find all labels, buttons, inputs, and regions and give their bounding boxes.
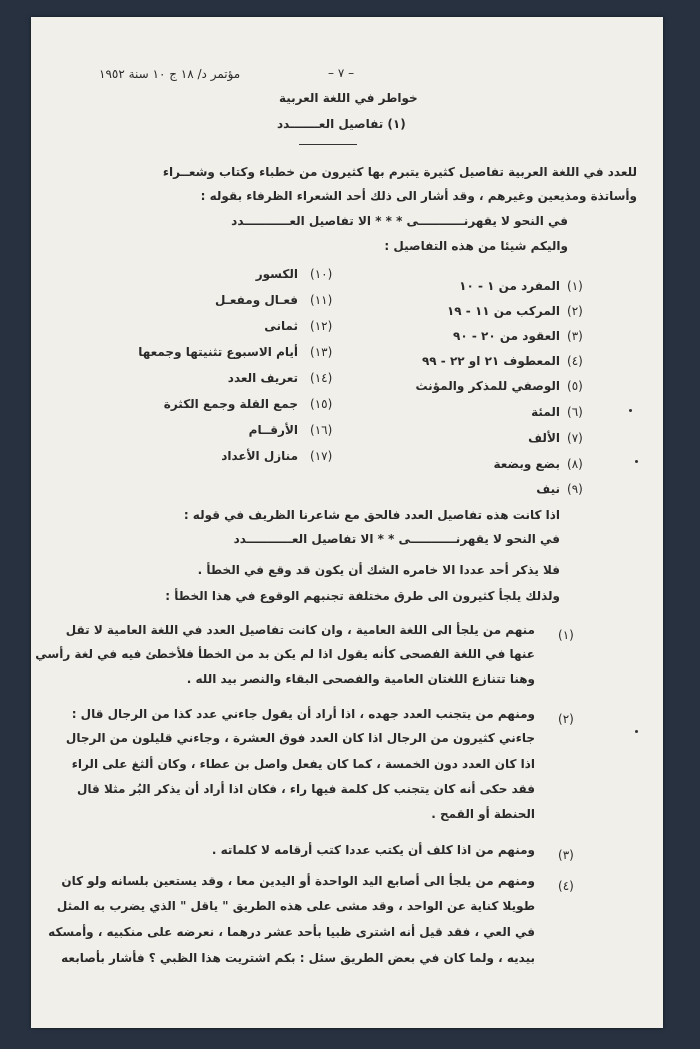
poem-verse-1: في النحو لا يقهرنـــــــــــى * * * الا تفاصيل العـــــــــــدد bbox=[231, 214, 568, 228]
poem-verse-2: في النحو لا يقهرنـــــــــــى * * الا تفاصيل العـــــــــــدد bbox=[233, 532, 560, 546]
detail-number: (١٧) bbox=[310, 449, 333, 463]
detail-item: المعطوف ٢١ او ٢٢ - ٩٩ bbox=[421, 354, 560, 368]
ink-dot bbox=[635, 460, 638, 463]
ink-dot bbox=[629, 409, 632, 412]
detail-number: (٦) bbox=[567, 405, 583, 419]
detail-item: الكسور bbox=[255, 267, 298, 281]
middle-line-4: ولذلك يلجأ كثيرون الى طرق مختلفة تجنبهم الوقوع في هذا الخطأ : bbox=[165, 589, 560, 603]
detail-item: نيف bbox=[536, 482, 560, 496]
detail-item: العقود من ٢٠ - ٩٠ bbox=[453, 329, 560, 343]
detail-item: أيام الاسبوع تثنيتها وجمعها bbox=[138, 345, 298, 359]
intro-line-4: واليكم شيئا من هذه التفاصيل : bbox=[384, 239, 568, 253]
detail-item: ثمانى bbox=[264, 319, 298, 333]
detail-number: (١٥) bbox=[310, 397, 333, 411]
detail-number: (١٤) bbox=[310, 371, 333, 385]
item-line: جاءني كثيرون من الرجال اذا كان العدد فوق العشرة ، وجاءني قليلون من الرجال bbox=[65, 731, 535, 745]
detail-number: (٨) bbox=[567, 457, 583, 471]
detail-number: (١١) bbox=[310, 293, 333, 307]
detail-item: فعـال ومفعـل bbox=[215, 293, 298, 307]
page-number: – ٧ – bbox=[328, 66, 355, 80]
detail-item: تعريف العدد bbox=[227, 371, 298, 385]
middle-line-3: فلا يذكر أحد عددا الا خامره الشك أن يكون قد وقع في الخطأ . bbox=[197, 563, 560, 577]
detail-item: المئة bbox=[531, 405, 560, 419]
detail-item: المركب من ١١ - ١٩ bbox=[446, 304, 560, 318]
detail-number: (١٦) bbox=[310, 423, 333, 437]
item-line: اذا كان العدد دون الخمسة ، كما كان يفعل واصل بن عطاء ، وكان ألثغ على الراء bbox=[71, 757, 535, 771]
item-number: (٤) bbox=[558, 879, 574, 893]
detail-number: (١) bbox=[567, 279, 583, 293]
item-line: ومنهم من اذا كلف أن يكتب عددا كتب أرقامه لا كلماته . bbox=[211, 843, 535, 857]
detail-item: الألف bbox=[528, 431, 560, 445]
detail-number: (١٣) bbox=[310, 345, 333, 359]
detail-number: (٥) bbox=[567, 379, 583, 393]
item-line: منهم من يلجأ الى اللغة العامية ، وان كانت تفاصيل العدد في اللغة العامية لا تقل bbox=[65, 623, 535, 637]
detail-number: (١٠) bbox=[310, 267, 333, 281]
document-page bbox=[31, 17, 663, 1028]
document-title: خواطر في اللغة العربية bbox=[279, 91, 418, 105]
item-number: (٢) bbox=[558, 712, 574, 726]
item-number: (١) bbox=[558, 628, 574, 642]
subtitle-underline bbox=[299, 144, 357, 145]
item-line: الحنطة أو القمح . bbox=[431, 807, 535, 821]
conference-date: مؤتمر د/ ١٨ ج ١٠ سنة ١٩٥٢ bbox=[99, 67, 241, 81]
detail-item: الأرقــام bbox=[248, 423, 298, 437]
section-subtitle: (١) تفاصيل العـــــــدد bbox=[277, 117, 406, 131]
detail-number: (٤) bbox=[567, 354, 583, 368]
detail-number: (٢) bbox=[567, 304, 583, 318]
detail-item: جمع القلة وجمع الكثرة bbox=[163, 397, 298, 411]
detail-item: بضع وبضعة bbox=[493, 457, 560, 471]
item-number: (٣) bbox=[558, 848, 574, 862]
detail-number: (٩) bbox=[567, 482, 583, 496]
detail-item: الوصفي للمذكر والمؤنث bbox=[415, 379, 560, 393]
item-line: ومنهم من يلجأ الى أصابع اليد الواحدة أو اليدين معا ، وقد يستعين بلسانه ولو كان bbox=[61, 874, 535, 888]
item-line: بيديه ، ولما كان في بعض الطريق سئل : بكم اشتريت هذا الظبي ؟ فأشار بأصابعه bbox=[61, 951, 535, 965]
item-line: فقد حكى أنه كان يتجنب كل كلمة فيها راء ، فكان اذا أراد أن يذكر البُر مثلا قال bbox=[77, 782, 535, 796]
intro-line-2: وأساتذة ومذيعين وغيرهم ، وقد أشار الى ذلك أحد الشعراء الظرفاء بقوله : bbox=[200, 189, 637, 203]
detail-item: منازل الأعداد bbox=[221, 449, 298, 463]
item-line: وهنا تتنازع اللغتان العامية والفصحى البقاء والنصر بيد الله . bbox=[186, 672, 535, 686]
ink-dot bbox=[635, 730, 638, 733]
detail-number: (١٢) bbox=[310, 319, 333, 333]
item-line: ومنهم من يتجنب العدد جهده ، اذا أراد أن يقول جاءني عدد كذا من الرجال قال : bbox=[71, 707, 535, 721]
detail-item: المفرد من ١ - ١٠ bbox=[459, 279, 560, 293]
middle-line-1: اذا كانت هذه تفاصيل العدد فالحق مع شاعرنا الظريف في قوله : bbox=[183, 508, 560, 522]
item-line: في العي ، فقد قيل أنه اشترى ظبيا بأحد عشر درهما ، نعرضه على منكبيه ، وأمسكه bbox=[48, 925, 535, 939]
detail-number: (٧) bbox=[567, 431, 583, 445]
intro-line-1: للعدد في اللغة العربية تفاصيل كثيرة يتبرم بها كثيرون من خطباء وكتاب وشعــراء bbox=[162, 165, 637, 179]
item-line: طويلا كناية عن الواحد ، وقد مشى على هذه الطريق " ياقل " الذي يضرب به المثل bbox=[56, 899, 535, 913]
detail-number: (٣) bbox=[567, 329, 583, 343]
item-line: عنها في اللغة الفصحى كأنه يقول اذا لم يكن بد من الخطأ فلأخطئ فيه في لغة رأسي bbox=[35, 647, 535, 661]
